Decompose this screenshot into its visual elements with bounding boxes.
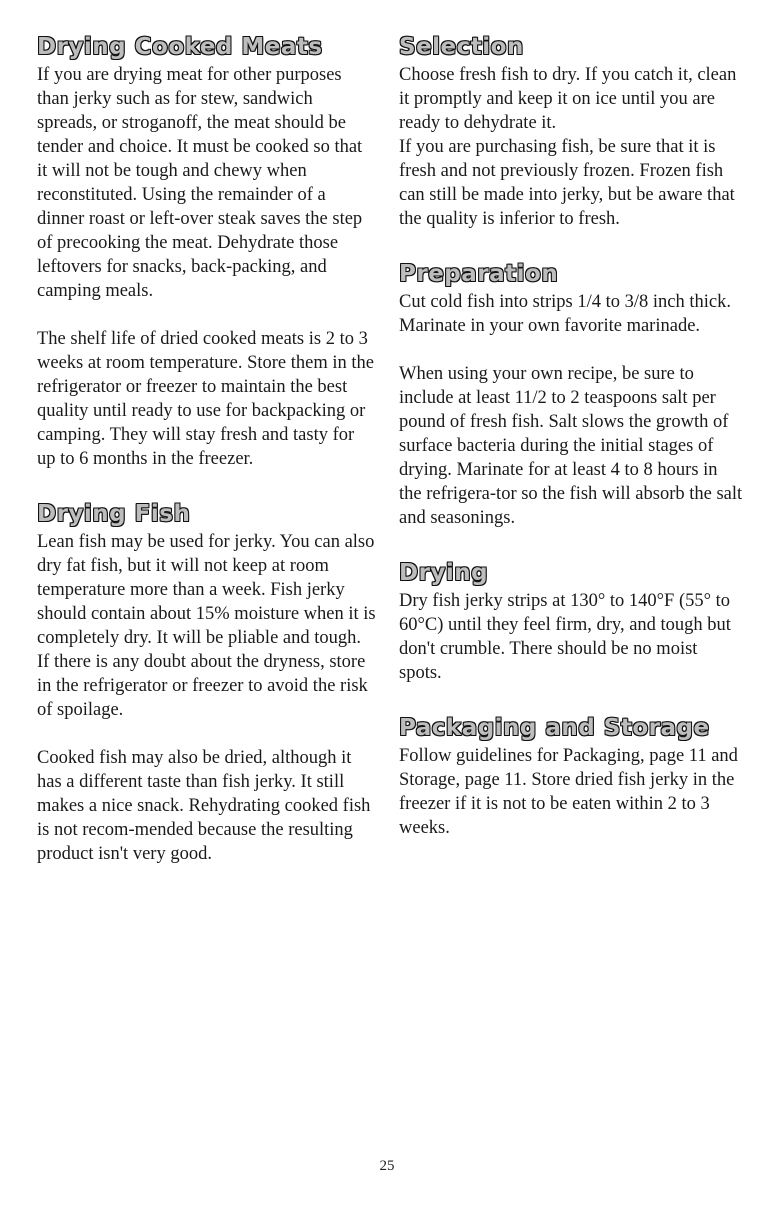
right-column	[399, 32, 744, 868]
paragraph-drying-temperature: Dry fish jerky strips at 130° to 140°F (55° to 60°C) until they feel firm, dry, and tough but don't crumble. There should be no moist spots.	[399, 591, 731, 683]
heading-preparation: Preparation	[399, 261, 559, 287]
section-preparation	[399, 259, 744, 530]
paragraph-selection-purchasing: If you are purchasing fish, be sure that it is fresh and not previously frozen. Frozen fish can still be made into jerky, but be aware that the quality is inferior to fresh.	[399, 137, 735, 229]
paragraph-cooked-fish: Cooked fish may also be dried, although it has a different taste than fish jerky. It still makes a nice snack. Rehydrating cooked fish is not recom-mended because the resulting product isn't very good.	[37, 748, 371, 864]
section-drying-fish	[37, 499, 377, 866]
paragraph-selection-fresh: Choose fresh fish to dry. If you catch it, clean it promptly and keep it on ice until you are ready to dehydrate it.	[399, 65, 737, 133]
page-number: 25	[379, 1158, 395, 1174]
paragraph-packaging-guidelines: Follow guidelines for Packaging, page 11 and Storage, page 11. Store dried fish jerky in the freezer if it is not to be eaten within 2 to 3 weeks.	[399, 746, 738, 838]
section-drying	[399, 558, 744, 685]
paragraph-cooked-meats-shelf-life: The shelf life of dried cooked meats is 2 to 3 weeks at room temperature. Store them in the refrigerator or freezer to maintain the best quality until ready to use for backpacking or camping. They will stay fresh and tasty for up to 6 months in the freezer.	[37, 329, 375, 469]
heading-packaging-and-storage: Packaging and Storage	[399, 715, 710, 741]
heading-drying-cooked-meats: Drying Cooked Meats	[37, 34, 323, 60]
section-selection	[399, 32, 744, 231]
paragraph-preparation-cut: Cut cold fish into strips 1/4 to 3/8 inch thick. Marinate in your own favorite marinade.	[399, 292, 731, 336]
paragraph-preparation-salt: When using your own recipe, be sure to include at least 11/2 to 2 teaspoons salt per pound of fresh fish. Salt slows the growth of surface bacteria during the initial stages of drying. Marinate for at least 4 to 8 hours in the refrigera-tor so the fish will absorb the salt and seasonings.	[399, 364, 743, 528]
section-drying-cooked-meats	[37, 32, 377, 471]
section-packaging-and-storage	[399, 713, 744, 840]
heading-drying-fish: Drying Fish	[37, 501, 191, 527]
heading-drying: Drying	[399, 560, 489, 586]
paragraph-fish-jerky: Lean fish may be used for jerky. You can also dry fat fish, but it will not keep at room temperature more than a week. Fish jerky should contain about 15% moisture when it is completely dry. It will be pliable and tough. If there is any doubt about the dryness, store in the refrigerator or freezer to avoid the risk of spoilage.	[37, 532, 376, 720]
paragraph-cooked-meats-purpose: If you are drying meat for other purposes than jerky such as for stew, sandwich spreads, or stroganoff, the meat should be tender and choice. It must be cooked so that it will not be tough and chewy when reconstituted. Using the remainder of a dinner roast or left-over steak saves the step of precooking the meat. Dehydrate those leftovers for snacks, back-packing, and camping meals.	[37, 65, 363, 301]
left-column	[37, 32, 377, 894]
heading-selection: Selection	[399, 34, 524, 60]
